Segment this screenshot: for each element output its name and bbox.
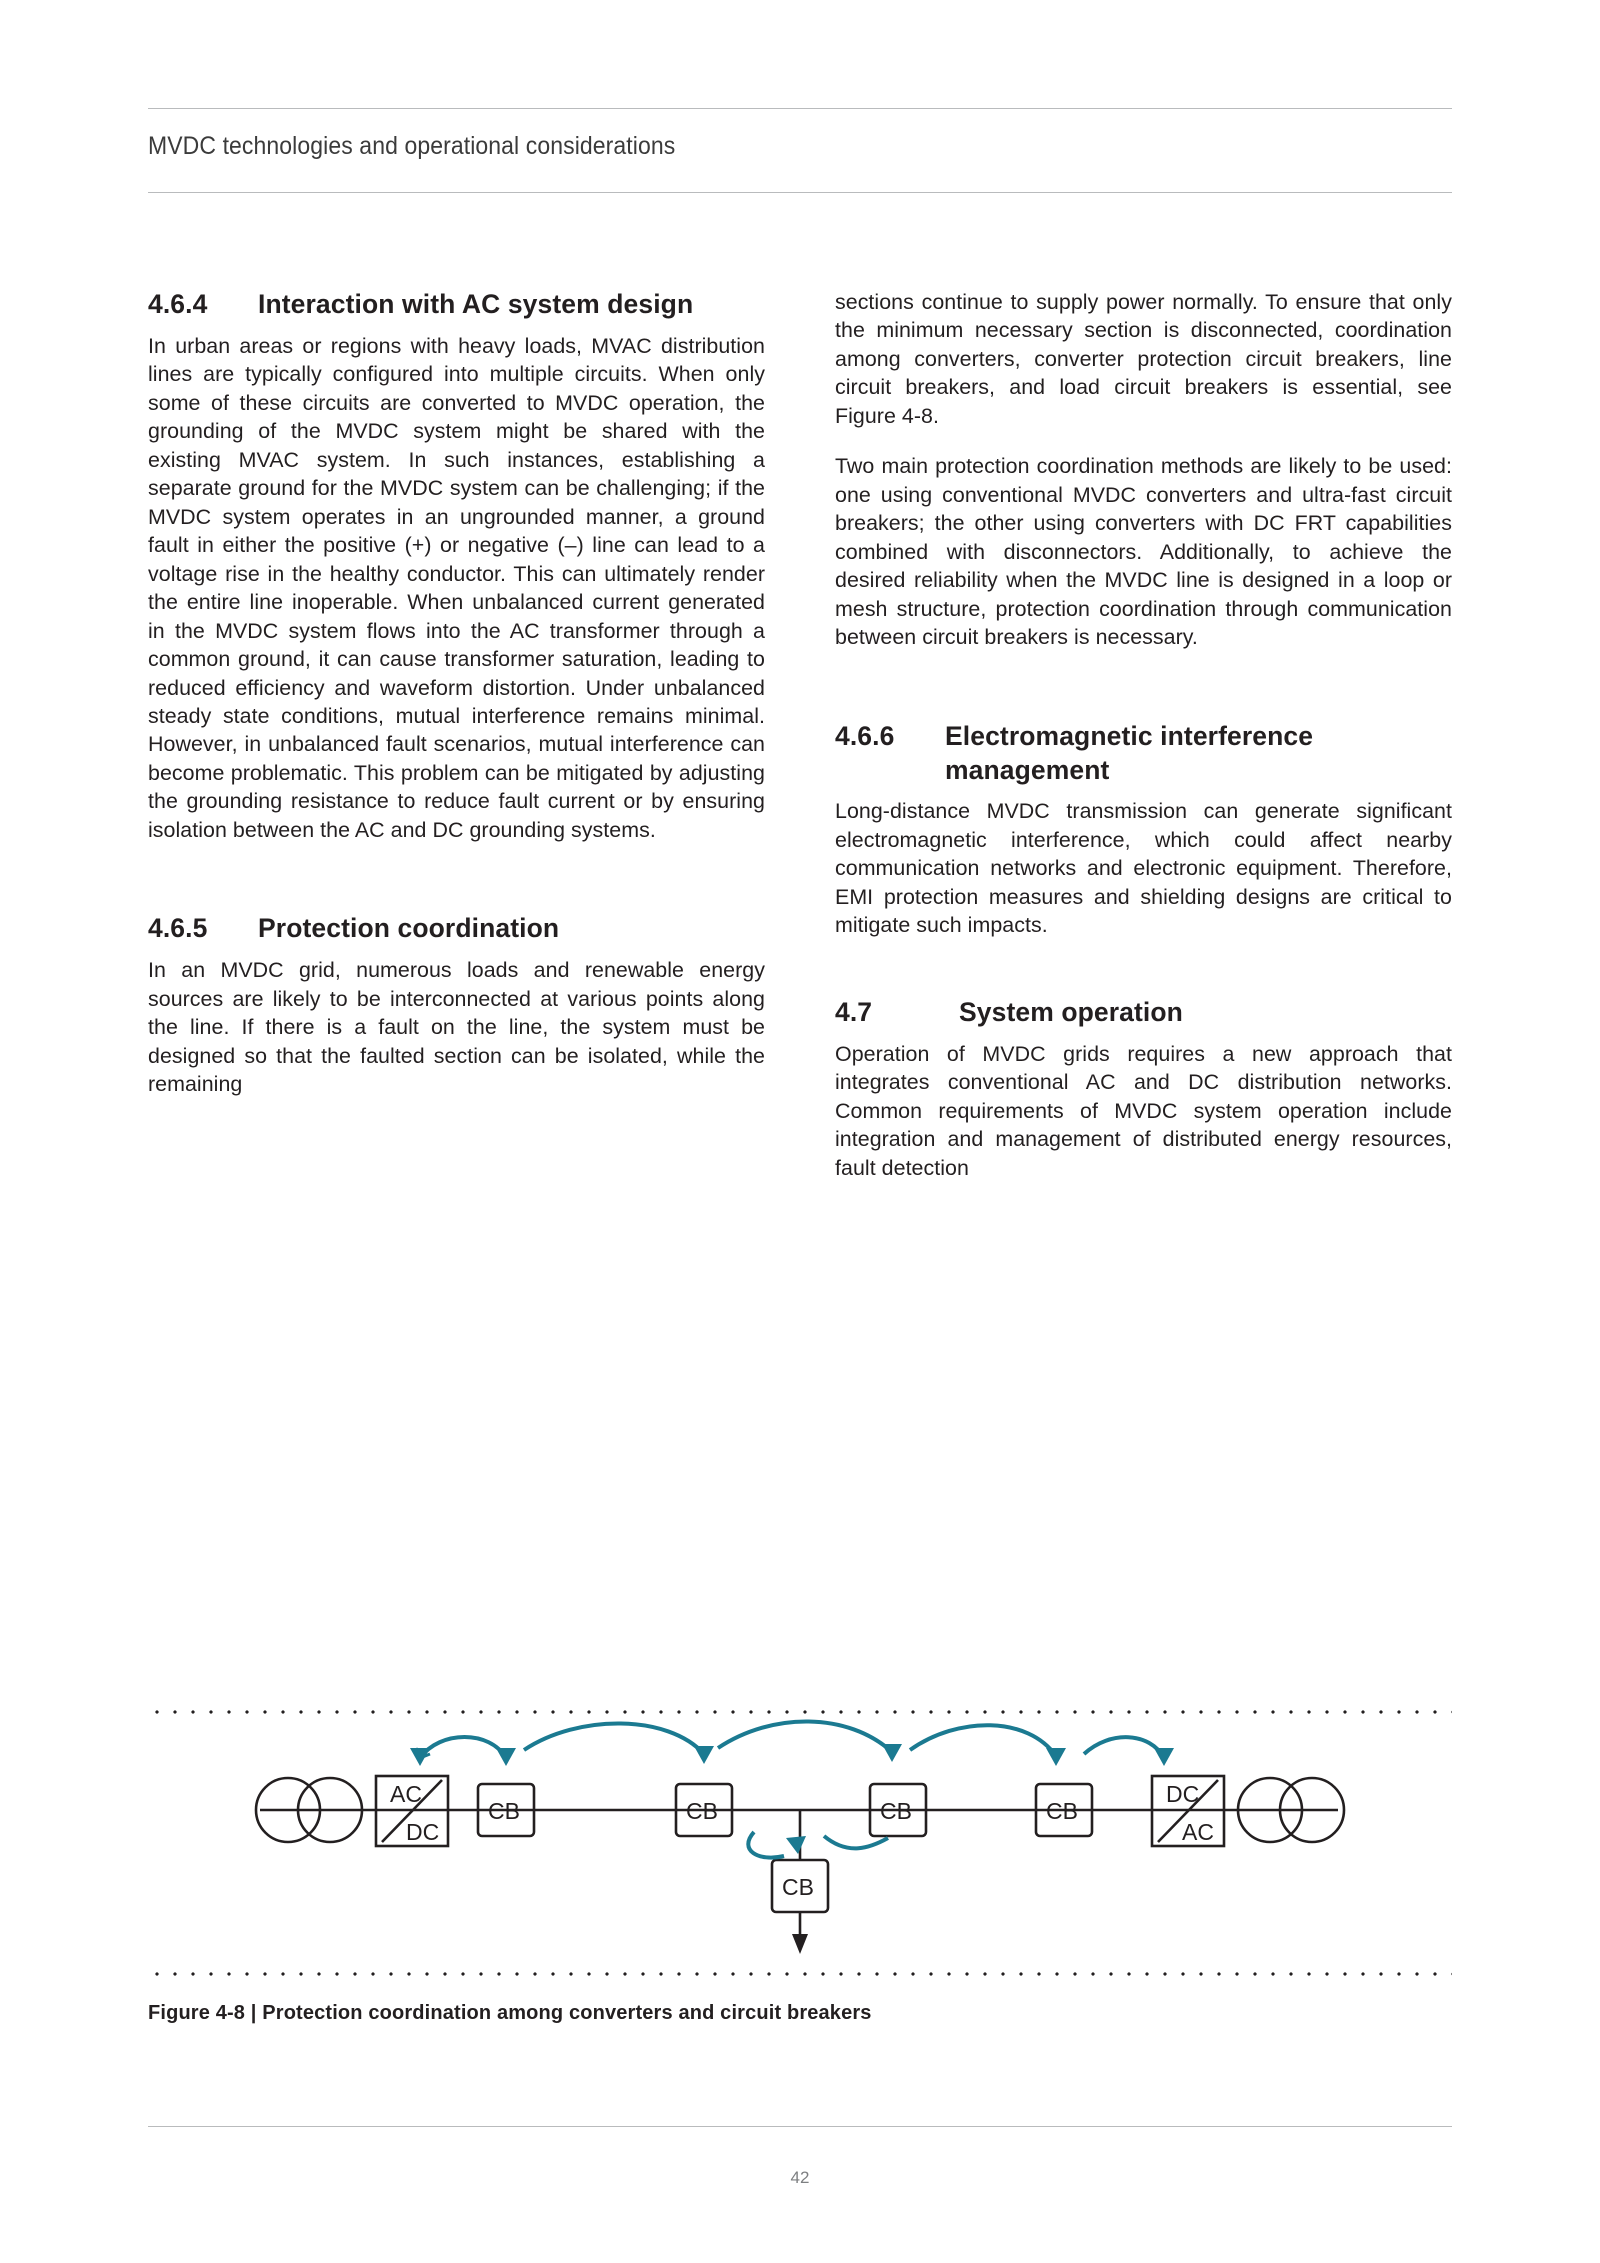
heading-4-6-5-number: 4.6.5 [148,913,208,944]
arrow-converter-to-cb1 [420,1737,506,1758]
cb-label-5: CB [782,1874,814,1900]
page-number: 42 [790,2168,810,2187]
load-arrow-head [792,1934,808,1954]
heading-4-6-4-title: Interaction with AC system design [258,289,694,319]
cb-label-3: CB [880,1798,912,1824]
running-header-title: MVDC technologies and operational considerations [148,132,676,160]
header-rule-top [148,108,1452,109]
left-column [148,288,765,1182]
heading-4-6-6 [835,720,1452,788]
heading-4-6-5 [148,912,765,946]
paragraph-4-6-6-1: Long-distance MVDC transmission can generate significant electromagnetic interference, which could affect nearby communication networks and electronic equipment. Therefore, EMI protection measures and shielding designs are critical to mitigate such impacts. [835,799,1452,938]
section-spacer-right-2 [835,962,1452,996]
heading-4-6-6-title: Electromagnetic interference management [945,720,1314,785]
protection-coordination-diagram [148,1714,1452,1972]
cb-label-2: CB [686,1798,718,1824]
cb-label-4: CB [1046,1798,1078,1824]
heading-4-7-number: 4.7 [835,996,873,1027]
heading-4-6-4 [148,288,765,322]
paragraph-continued-2: Two main protection coordination methods are likely to be used: one using conventional MVDC converters and ultra-fast circuit breakers; the other using converters with DC FRT capabilities combined with disconnectors. Additionally, to achieve the desired reliability when the MVDC line is designed in a loop or mesh structure, protection coordination through communication between circuit breakers is necessary. [835,454,1452,650]
figure-caption-text: Protection coordination among converters and circuit breakers [262,2002,872,2024]
arrow-cb3-to-cb4 [910,1725,1056,1756]
right-column [835,288,1452,1182]
section-spacer-right-1 [835,674,1452,720]
paragraph-4-6-5-1: In an MVDC grid, numerous loads and renewable energy sources are likely to be interconnected at various points along the line. If there is a fault on the line, the system must be designed so that the faulted section can be isolated, while the remaining [148,958,765,1097]
right-converter-bottom-label: AC [1182,1819,1214,1845]
heading-4-7 [835,996,1452,1030]
figure-caption-separator: | [250,2002,257,2024]
heading-4-6-6-number: 4.6.6 [835,720,895,751]
cb-label-1: CB [488,1798,520,1824]
heading-4-6-5-title: Protection coordination [258,913,560,944]
two-column-body [148,288,1452,1182]
paragraph-4-6-4-1: In urban areas or regions with heavy loads, MVAC distribution lines are typically configured into multiple circuits. When only some of these circuits are converted to MVDC operation, the grounding of the MVDC system might be shared with the existing MVAC system. In such instances, establishing a separate ground for the MVDC system can be challenging; if the MVDC system operates in an ungrounded manner, a ground fault in either the positive (+) or negative (–) line can lead to a voltage rise in the healthy conductor. This can ultimately render the entire line inoperable. When unbalanced current generated in the MVDC system flows into the AC transformer through a common ground, it can cause transformer saturation, leading to reduced efficiency and waveform distortion. Under unbalanced steady state conditions, mutual interference remains minimal. However, in unbalanced fault scenarios, mutual interference can become problematic. This problem can be mitigated by adjusting the grounding resistance to reduce fault current or by ensuring isolation between the AC and DC grounding systems. [148,333,765,842]
figure-diagram-area [148,1714,1452,1972]
heading-4-7-title: System operation [959,996,1183,1027]
arrow-cb4-to-converter [1084,1737,1164,1758]
figure-caption-label: Figure 4-8 [148,2002,246,2024]
arrow-cb1-to-cb2 [524,1723,704,1754]
figure-4-8 [148,1710,1452,2025]
figure-bottom-dotted-rule [148,1972,1452,1976]
heading-4-6-4-number: 4.6.4 [148,289,208,319]
paragraph-4-7-1: Operation of MVDC grids requires a new approach that integrates conventional AC and DC distribution networks. Common requirements of MVDC system operation include integration and management of distributed energy resources, fault detection [835,1041,1452,1180]
arrow-cb5-to-cb3 [824,1836,888,1848]
left-converter-top-label: AC [390,1781,422,1807]
footer-rule [148,2126,1452,2127]
arrow-cb2-to-cb5 [748,1832,784,1858]
left-converter-bottom-label: DC [406,1819,440,1845]
section-spacer [148,866,765,912]
paragraph-continued-1: sections continue to supply power normally. To ensure that only the minimum necessary section is disconnected, coordination among converters, converter protection circuit breakers, line circuit breakers, and load circuit breakers is essential, see Figure 4-8. [835,290,1452,428]
arrow-cb2-to-cb3 [718,1721,892,1752]
figure-caption [148,2002,1452,2025]
right-converter-top-label: DC [1166,1781,1200,1807]
header-rule-bottom [148,192,1452,193]
